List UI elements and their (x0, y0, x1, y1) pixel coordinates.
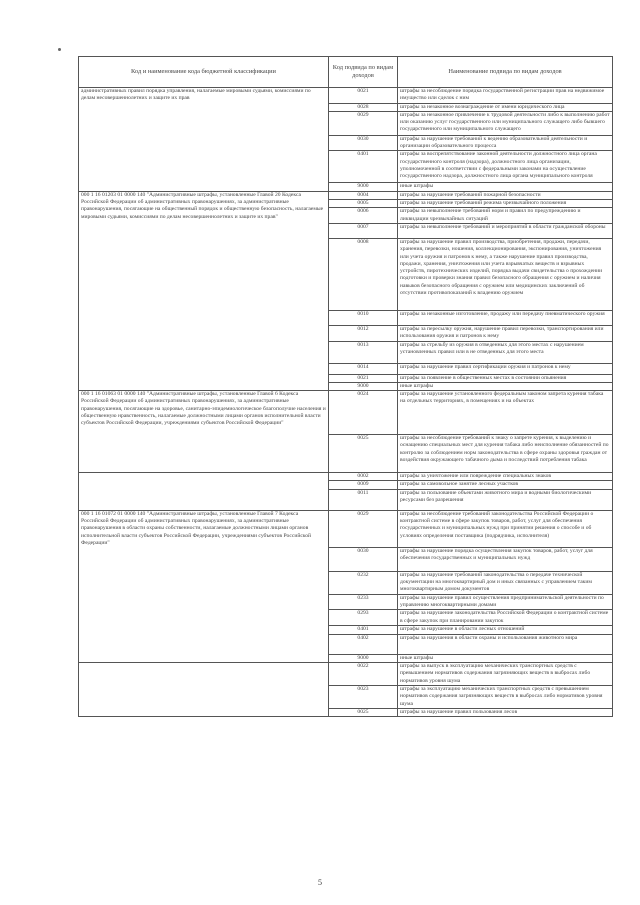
subtype-name-cell: штрафы за несоблюдение порядка государственной регистрации прав на недвижимое имущество или сделок с ним (398, 88, 613, 104)
scan-speck (58, 48, 61, 51)
subtype-code-cell: 0028 (329, 103, 398, 111)
subtype-name-cell: штрафы за стрельбу из оружия в отведенных для этого местах с нарушением установленных правил или в не отведенных для этого места (398, 341, 613, 363)
subtype-name-cell: штрафы за невыполнение требований и мероприятий в области гражданской обороны (398, 223, 613, 238)
subtype-name-cell: штрафы за нарушение порядка осуществления закупок товаров, работ, услуг для обеспечения государственных и муниципальных нужд (398, 547, 613, 571)
header-subtype-name: Наименование подвида по видам доходов (398, 57, 613, 88)
subtype-name-cell: штрафы за нарушения в области охраны и использования животного мира (398, 634, 613, 654)
subtype-code-cell: 0025 (329, 435, 398, 473)
header-subtype-code: Код подвида по видам доходов (329, 57, 398, 88)
subtype-code-cell: 0021 (329, 374, 398, 382)
subtype-code-cell: 0005 (329, 200, 398, 208)
subtype-name-cell: штрафы за нарушение правил производства, приобретения, продажи, передачи, хранения, перевозки, ношения, коллекционирования, экспонирования, уничтожения или учета оружия и патронов к нему, а также нарушение правил производства, продажи, хранения, уничтожения или учета взрывчатых веществ и взрывных устройств, пиротехнических изделий, порядка выдачи свидетельства о прохождении подготовки и проверки знания правил безопасного обращения с оружием и наличия навыков безопасного обращения с оружием или медицинских заключений об отсутствии противопоказаний к владению оружием (398, 238, 613, 310)
subtype-code-cell: 0007 (329, 223, 398, 238)
subtype-name-cell: штрафы за нарушение в области лесных отношений (398, 625, 613, 634)
subtype-name-cell: штрафы за появление в общественных местах в состоянии опьянения (398, 374, 613, 382)
kbk-code-name-cell: 000 1 16 01203 01 0000 140 "Административные штрафы, установленные Главой 20 Кодекса Российской Федерации об административных правонарушениях, за административные правонарушения, посягающие на общественный порядок и общественную безопасность, налагаемые мировыми судьями, комиссиями по делам несовершеннолетних и защите их прав" (79, 191, 329, 390)
kbk-code-name-cell (79, 663, 329, 717)
subtype-name-cell: штрафы за незаконное вознаграждение от имени юридического лица (398, 103, 613, 111)
table-row (79, 88, 613, 104)
subtype-code-cell: 0009 (329, 481, 398, 489)
kbk-code-name-cell: административных правил порядка управления, налагаемые мировыми судьями, комиссиями по делам несовершеннолетних и защите их прав (79, 88, 329, 192)
subtype-code-cell: 0010 (329, 310, 398, 325)
page-number: 5 (318, 878, 322, 887)
subtype-name-cell: штрафы за незаконное привлечение к трудовой деятельности либо к выполнению работ или оказанию услуг государственного или муниципального служащего либо бывшего государственного или муниципального служащего (398, 111, 613, 135)
subtype-name-cell: штрафы за невыполнение требований норм и правил по предупреждению и ликвидации чрезвычайных ситуаций (398, 208, 613, 224)
subtype-code-cell: 0006 (329, 208, 398, 224)
subtype-code-cell: 0029 (329, 111, 398, 135)
subtype-name-cell: штрафы за уничтожение или повреждение специальных знаков (398, 473, 613, 481)
kbk-code-name-cell (79, 473, 329, 511)
subtype-name-cell: штрафы за нарушение требований пожарной безопасности (398, 191, 613, 199)
subtype-code-cell: 0402 (329, 634, 398, 654)
subtype-name-cell: штрафы за несоблюдение требований законодательства Российской Федерации о контрактной системе в сфере закупок товаров, работ, услуг для обеспечения государственных и муниципальных нужд при принятии решения о способе и об условиях определения поставщика (подрядчика, исполнителя) (398, 510, 613, 547)
subtype-code-cell: 0004 (329, 191, 398, 199)
subtype-name-cell: штрафы за нарушение правил осуществления предпринимательской деятельности по управлению многоквартирными домами (398, 594, 613, 610)
subtype-code-cell: 0293 (329, 610, 398, 626)
subtype-code-cell: 9000 (329, 654, 398, 662)
table-row (79, 191, 613, 199)
subtype-code-cell: 0013 (329, 341, 398, 363)
subtype-code-cell: 0233 (329, 594, 398, 610)
subtype-code-cell: 0401 (329, 625, 398, 634)
subtype-name-cell: иные штрафы (398, 654, 613, 662)
subtype-code-cell: 0012 (329, 325, 398, 341)
subtype-name-cell: штрафы за нарушение требований режима чрезвычайного положения (398, 200, 613, 208)
subtype-code-cell: 0008 (329, 238, 398, 310)
subtype-name-cell: штрафы за нарушение требований законодательства о передаче технической документации на многоквартирный дом и иных связанных с управлением таким многоквартирным домом документов (398, 571, 613, 594)
table-row (79, 510, 613, 547)
subtype-name-cell: иные штрафы (398, 183, 613, 191)
subtype-name-cell: штрафы за пересылку оружия, нарушение правил перевозки, транспортирования или использования оружия и патронов к нему (398, 325, 613, 341)
table-row (79, 473, 613, 481)
subtype-code-cell: 0025 (329, 708, 398, 716)
subtype-code-cell: 0002 (329, 473, 398, 481)
subtype-name-cell: штрафы за нарушение законодательства Российской Федерации о контрактной системе в сфере закупок при планировании закупок (398, 610, 613, 626)
subtype-code-cell: 0024 (329, 391, 398, 435)
subtype-name-cell: штрафы за несоблюдение требований к знаку о запрете курения, к выделению и оснащению специальных мест для курения табака либо неисполнение обязанностей по контролю за соблюдением норм законодательства в сфере охраны здоровья граждан от воздействия окружающего табачного дыма и последствий потребления табака (398, 435, 613, 473)
subtype-code-cell: 9000 (329, 183, 398, 191)
subtype-name-cell: штрафы за незаконные изготовление, продажу или передачу пневматического оружия (398, 310, 613, 325)
kbk-code-name-cell: 000 1 16 01063 01 0000 140 "Административные штрафы, установленные Главой 6 Кодекса Российской Федерации об административных правонарушениях, за административные правонарушения, посягающие на здоровье, санитарно-эпидемиологическое благополучие населения и общественную нравственность, налагаемые должностными лицами органов исполнительной власти субъектов Российской Федерации, учреждениями субъектов Российской Федерации" (79, 391, 329, 473)
subtype-code-cell: 0030 (329, 547, 398, 571)
subtype-code-cell: 0011 (329, 489, 398, 510)
table-header-row (79, 57, 613, 88)
subtype-code-cell: 0232 (329, 571, 398, 594)
subtype-code-cell: 0021 (329, 88, 398, 104)
subtype-code-cell: 0022 (329, 663, 398, 686)
subtype-name-cell: штрафы за выпуск в эксплуатацию механических транспортных средств с превышением нормативов содержания загрязняющих веществ в выбросах либо нормативов уровня шума (398, 663, 613, 686)
subtype-name-cell: штрафы за нарушение требований к ведению образовательной деятельности и организации образовательного процесса (398, 135, 613, 151)
subtype-name-cell: штрафы за эксплуатацию механических транспортных средств с превышением нормативов содержания загрязняющих веществ в выбросах либо нормативов уровня шума (398, 686, 613, 709)
table-row (79, 391, 613, 435)
table-row (79, 663, 613, 686)
subtype-name-cell: иные штрафы (398, 382, 613, 390)
header-kbk: Код и наименование кода бюджетной классификации (79, 57, 329, 88)
subtype-name-cell: штрафы за самовольное занятие лесных участков (398, 481, 613, 489)
subtype-code-cell: 0029 (329, 510, 398, 547)
subtype-name-cell: штрафы за воспрепятствование законной деятельности должностного лица органа государственного контроля (надзора), должностного лица организации, уполномоченной в соответствии с федеральными законами на осуществление государственного надзора, должностного лица органа муниципального контроля (398, 151, 613, 183)
kbk-code-name-cell: 000 1 16 01072 01 0000 140 "Административные штрафы, установленные Главой 7 Кодекса Российской Федерации об административных правонарушениях, за административные правонарушения в области охраны собственности, налагаемые должностными лицами органов исполнительной власти субъектов Российской Федерации, учреждениями субъектов Российской Федерации" (79, 510, 329, 662)
subtype-code-cell: 0030 (329, 135, 398, 151)
subtype-name-cell: штрафы за нарушение правил сертификации оружия и патронов к нему (398, 363, 613, 374)
subtype-code-cell: 0023 (329, 686, 398, 709)
subtype-code-cell: 0014 (329, 363, 398, 374)
subtype-name-cell: штрафы за нарушение правил пользования лесов (398, 708, 613, 716)
subtype-code-cell: 0401 (329, 151, 398, 183)
subtype-code-cell: 9000 (329, 382, 398, 390)
subtype-name-cell: штрафы за пользование объектами животного мира и водными биологическими ресурсами без разрешения (398, 489, 613, 510)
budget-code-table (78, 56, 613, 717)
subtype-name-cell: штрафы за нарушение установленного федеральным законом запрета курения табака на отдельных территориях, в помещениях и на объектах (398, 391, 613, 435)
